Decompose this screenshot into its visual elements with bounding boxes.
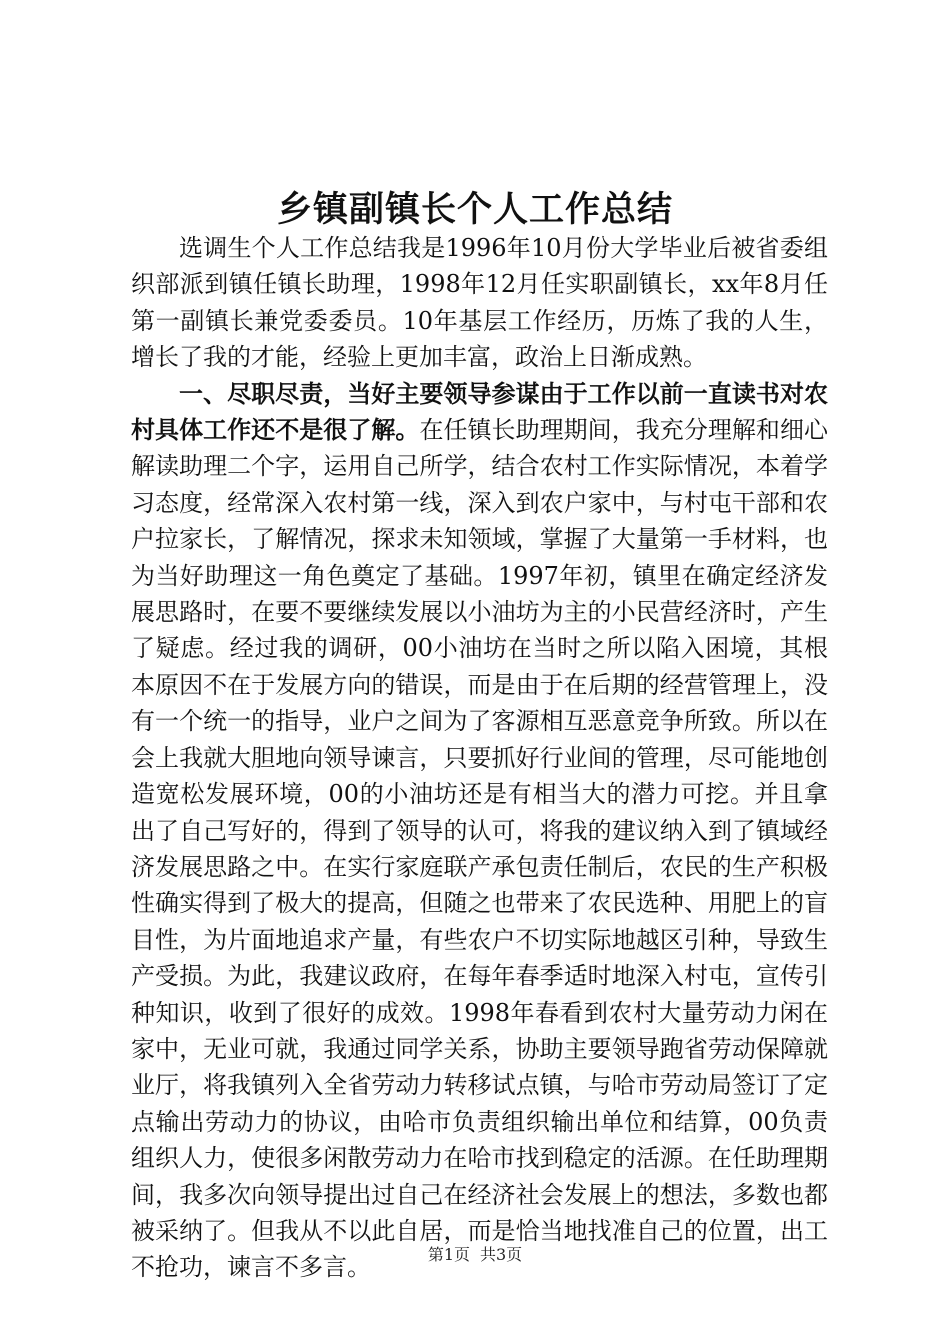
section-heading: 一、尽职尽责，当好主要领导参谋由于工作以前一直读书对农村具体工作还不是很了解。 [131,378,828,445]
page-total: 共3页 [480,1245,523,1264]
paragraph-section-1 [131,376,828,1286]
paragraph-section-1-text: 在任镇长助理期间，我充分理解和细心解读助理二个字，运用自己所学，结合农村工作实际情况，本着学习态度，经常深入农村第一线，深入到农户家中，与村屯干部和农户拉家长，了解情况，探求未知领域，掌握了大量第一手材料，也为当好助理这一角色奠定了基础。1997年初，镇里在确定经济发展思路时，在要不要继续发展以小油坊为主的小民营经济时，产生了疑虑。经过我的调研，00小油坊在当时之所以陷入困境，其根本原因不在于发展方向的错误，而是由于在后期的经营管理上，没有一个统一的指导，业户之间为了客源相互恶意竞争所致。所以在会上我就大胆地向领导谏言，只要抓好行业间的管理，尽可能地创造宽松发展环境，00的小油坊还是有相当大的潜力可挖。并且拿出了自己写好的，得到了领导的认可，将我的建议纳入到了镇域经济发展思路之中。在实行家庭联产承包责任制后，农民的生产积极性确实得到了极大的提高，但随之也带来了农民选种、用肥上的盲目性，为片面地追求产量，有些农户不切实际地越区引种，导致生产受损。为此，我建议政府，在每年春季适时地深入村屯，宣传引种知识，收到了很好的成效。1998年春看到农村大量劳动力闲在家中，无业可就，我通过同学关系，协助主要领导跑省劳动保障就业厅，将我镇列入全省劳动力转移试点镇，与哈市劳动局签订了定点输出劳动力的协议，由哈市负责组织输出单位和结算，00负责组织人力，使很多闲散劳动力在哈市找到稳定的活源。在任助理期间，我多次向领导提出过自己在经济社会发展上的想法，多数也都被采纳了。但我从不以此自居，而是恰当地找准自己的位置，出工不抢功，谏言不多言。 [131,416,829,1282]
paragraph-intro-text: 选调生个人工作总结我是1996年10月份大学毕业后被省委组织部派到镇任镇长助理，1998年12月任实职副镇长，xx年8月任第一副镇长兼党委委员。10年基层工作经历，历炼了我的人生，增长了我的才能，经验上更加丰富，政治上日渐成熟。 [131,234,828,372]
page-number: 第1页 [427,1245,470,1264]
page-footer [0,1244,950,1266]
document-body [131,230,828,1286]
document-title: 乡镇副镇长个人工作总结 [276,189,673,230]
paragraph-intro [131,230,828,376]
